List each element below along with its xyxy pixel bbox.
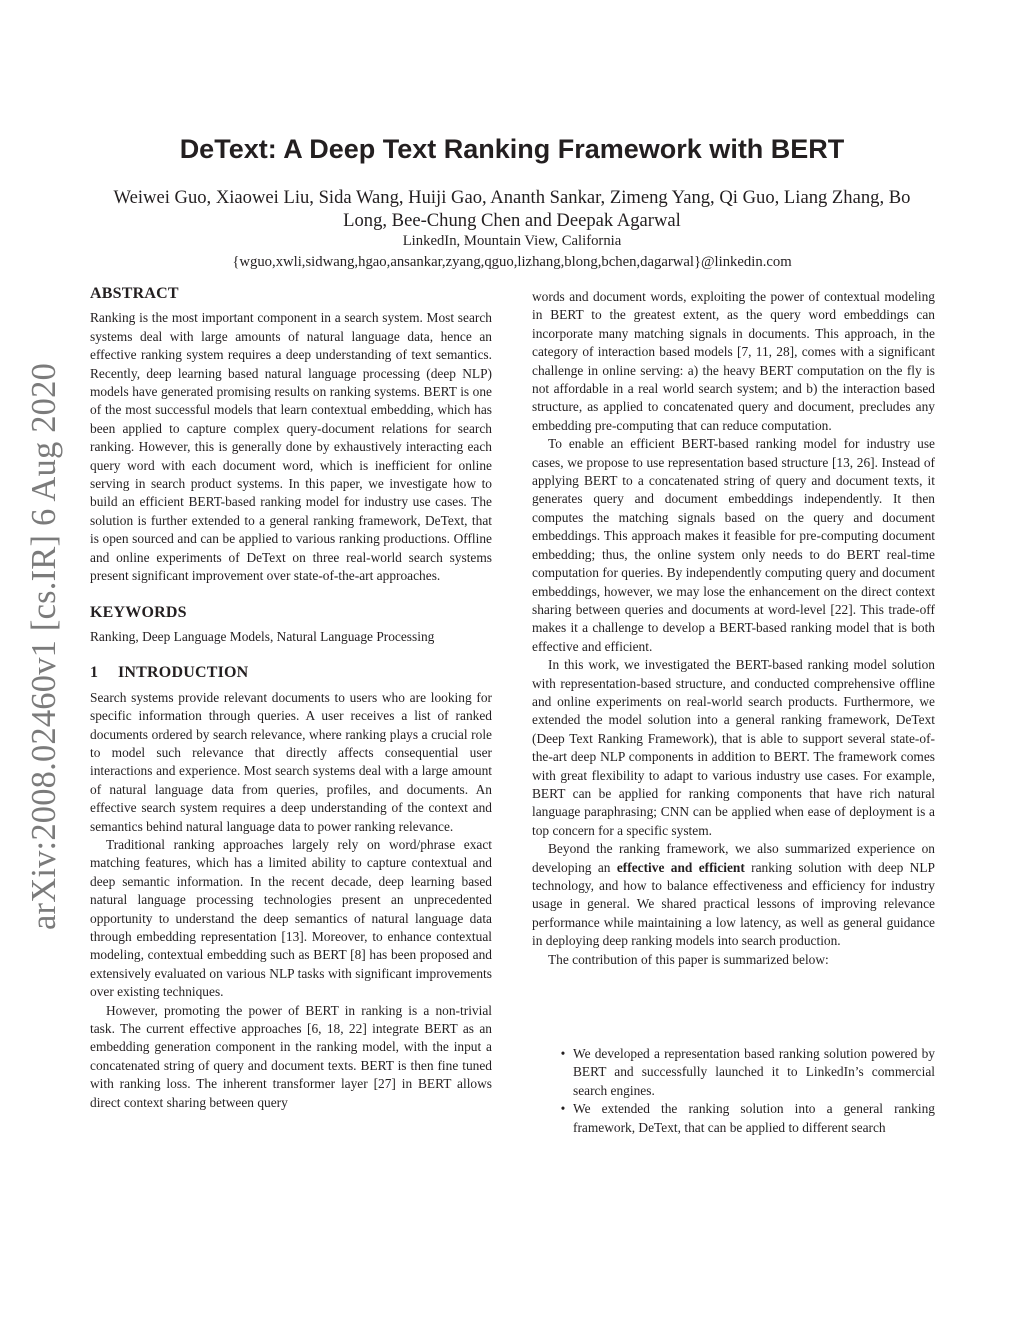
body-paragraph: In this work, we investigated the BERT-based ranking model solution with representation-based structure, and conducted comprehensive offline and online experiments on real-world search products. Furthermore, we extended the model solution into a general ranking framework, DeText (Deep Text Ranking Framework), that is able to support several state-of-the-art deep NLP components in addition to BERT. The framework comes with great flexibility to adapt to various industry use cases. For example, BERT can be applied for ranking components that have rich natural language paraphrasing; CNN can be applied when ease of deployment is a top concern for a specific system. [532, 657, 935, 838]
author-list: Weiwei Guo, Xiaowei Liu, Sida Wang, Huiji Gao, Ananth Sankar, Zimeng Yang, Qi Guo, Liang Zhang, Bo Long, Bee-Chung Chen and Deepak Agarwal [113, 187, 911, 231]
body-paragraph: To enable an efficient BERT-based ranking model for industry use cases, we propose to use representation based structure [13, 26]. Instead of applying BERT to a concatenated string of query and document texts, it generates query and document embeddings independently. It then computes the matching signals based on the query and document embeddings. This approach makes it feasible for pre-computing document embedding; thus, the online system only needs to do BERT real-time computation for queries. By independently computing query and document embeddings, however, we may lose the enhancement on the direct context sharing between queries and documents at word-level [22]. This trade-off makes it a challenge to develop a BERT-based ranking model that is both effective and efficient. [532, 436, 935, 654]
paper-title: DeText: A Deep Text Ranking Framework with BERT [179, 134, 845, 164]
affiliation: LinkedIn, Mountain View, California [402, 233, 622, 249]
body-text: ranking solution with deep NLP technology, and how to balance effectiveness and efficiency for industry usage in general. We shared practical lessons of improving relevance performance while maintaining a low latency, as well as general guidance in deploying deep ranking models into search production. [532, 859, 935, 949]
abstract-heading: ABSTRACT [90, 285, 179, 302]
body-paragraph: The contribution of this paper is summarized below: [548, 951, 829, 967]
contribution-list [532, 1045, 935, 1137]
body-paragraph: words and document words, exploiting the power of contextual modeling in BERT to the greatest extent, as the query word embeddings can incorporate many matching signals in documents. This approach, in the category of interaction based models [7, 11, 28], comes with a significant challenge in online serving: a) the heavy BERT computation on the fly is not affordable in a real world search system; and b) the interaction based structure, as applied to concatenated query and document, precludes any embedding pre-computing that can reduce computation. [532, 289, 935, 433]
left-column [90, 285, 492, 1112]
author-emails: {wguo,xwli,sidwang,hgao,ansankar,zyang,qguo,lizhang,blong,bchen,dagarwal}@linkedin.com [232, 254, 792, 270]
keywords-text: Ranking, Deep Language Models, Natural Language Processing [90, 628, 435, 644]
section-title: INTRODUCTION [118, 664, 249, 682]
body-text: Beyond the ranking framework, we also summarized experience on developing an [532, 841, 935, 875]
emphasis-text: effective and efficient [616, 859, 745, 875]
intro-paragraph: However, promoting the power of BERT in ranking is a non-trivial task. The current effective approaches [6, 18, 22] integrate BERT as an embedding generation component in the ranking model, with the input a concatenated string of query and document texts. BERT is then fine tuned with ranking loss. The inherent transformer layer [27] in BERT allows direct context sharing between query [90, 1002, 492, 1110]
list-item [532, 1100, 935, 1137]
list-item-text: We developed a representation based ranking solution powered by BERT and successfully launched it to LinkedIn’s commercial search engines. [573, 1046, 935, 1098]
body-paragraph [532, 840, 935, 950]
keywords-heading: KEYWORDS [90, 603, 187, 621]
list-item-text: We extended the ranking solution into a general ranking framework, DeText, that can be applied to different search [573, 1101, 935, 1135]
introduction-heading [90, 664, 492, 682]
section-number: 1 [90, 664, 99, 682]
intro-paragraph: Search systems provide relevant documents to users who are looking for specific information through queries. A user receives a list of ranked documents ordered by search relevance, where ranking plays a crucial role to model such relevance that directly affects consequential user interactions and experience. Most search systems deal with a large amount of natural language data from queries, profiles, and documents. An effective search system requires a deep understanding of the context and semantics behind natural language data to power ranking relevance. [90, 689, 492, 834]
intro-paragraph: Traditional ranking approaches largely rely on word/phrase exact matching features, which has a limited ability to capture contextual and deep semantic information. In the recent decade, deep learning based natural language processing technologies present an unprecedented opportunity to understand the deep semantics of natural language data through embedding representation [13]. Moreover, to enhance contextual modeling, contextual embedding such as BERT [8] has been proposed and extensively evaluated on various NLP tasks with significant improvements over existing techniques. [90, 836, 492, 1000]
bullet-icon: • [560, 1101, 566, 1117]
arxiv-identifier: arXiv:2008.02460v1 [cs.IR] 6 Aug 2020 [25, 362, 63, 930]
bullet-icon: • [560, 1046, 566, 1062]
abstract-text: Ranking is the most important component in a search system. Most search systems deal with large amounts of natural language data, hence an effective ranking system requires a deep understanding of text semantics. Recently, deep learning based natural language processing (deep NLP) models have generated promising results on ranking systems. BERT is one of the most successful models that learn contextual embedding, which has been applied to capture complex query-document relations for search ranking. However, this is generally done by exhaustively interacting each query word with each document word, which is inefficient for online serving in search product systems. In this paper, we investigate how to build an efficient BERT-based ranking model for industry use cases. The solution is further extended to a general ranking framework, DeText, that is open sourced and can be applied to various ranking productions. Offline and online experiments of DeText on three real-world search systems present significant improvement over state-of-the-art approaches. [90, 310, 492, 584]
list-item [532, 1045, 935, 1100]
right-column [532, 288, 935, 1137]
